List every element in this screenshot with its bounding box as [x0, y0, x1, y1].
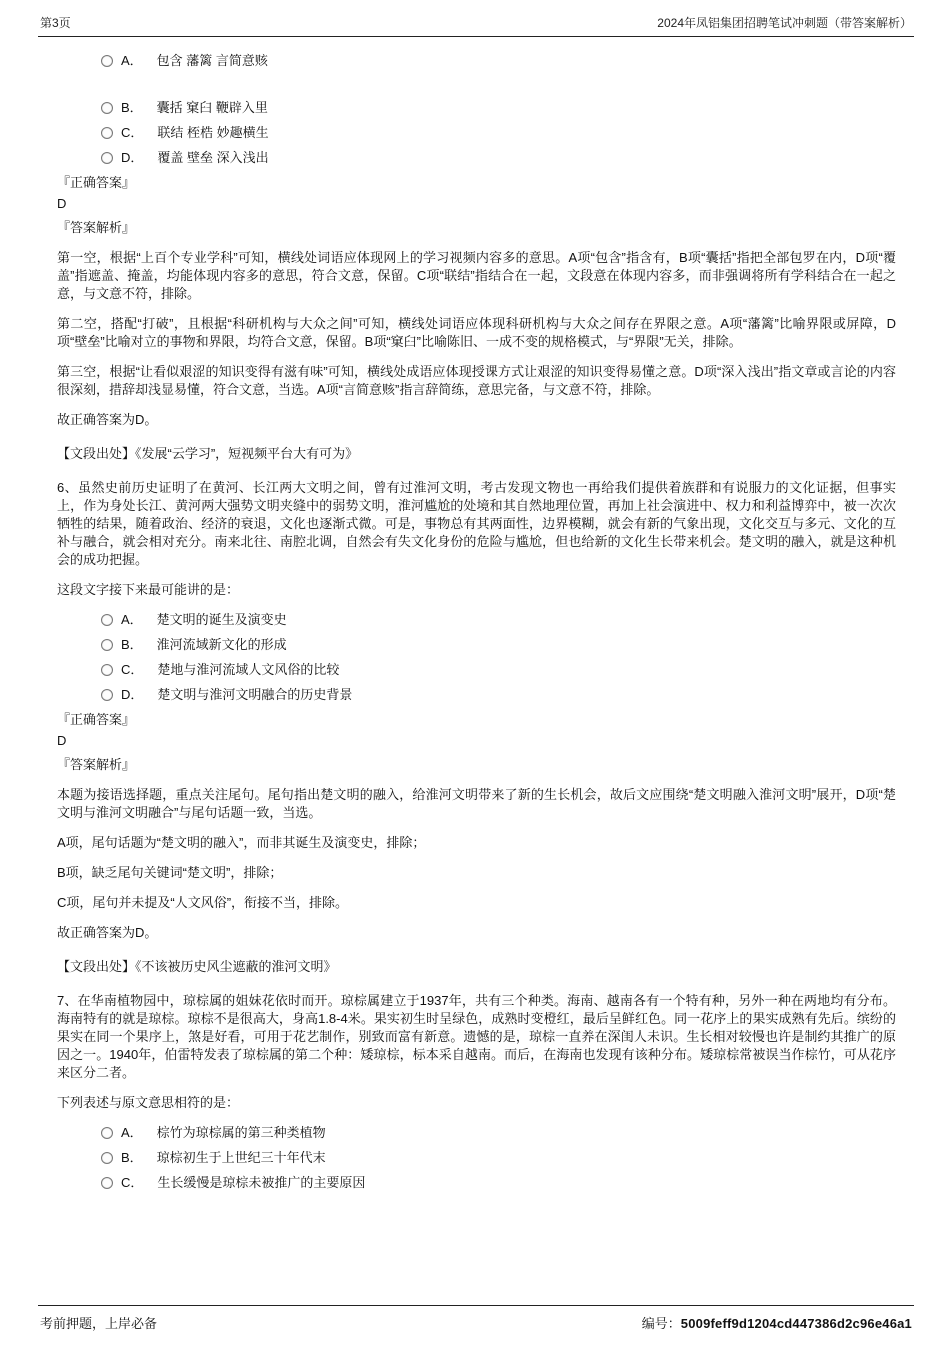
passage-source: 【文段出处】《不该被历史风尘遮蔽的淮河文明》 [57, 959, 337, 974]
page-footer [38, 1305, 914, 1345]
document-content [57, 40, 896, 1199]
correct-answer-heading: 『正确答案』 [57, 712, 136, 727]
option-text: 琼棕初生于上世纪三十年代末 [156, 1150, 326, 1165]
correct-answer-value: D [57, 196, 67, 211]
option-row-d[interactable] [101, 686, 896, 703]
option-row-a[interactable] [101, 611, 896, 628]
radio-button[interactable] [101, 102, 113, 114]
option-letter: B． [121, 637, 143, 652]
option-row-b[interactable] [101, 636, 896, 653]
option-row-b[interactable] [101, 1149, 896, 1166]
analysis-conclusion: 故正确答案为D。 [57, 412, 158, 427]
option-text: 囊括 窠臼 鞭辟入里 [156, 100, 268, 115]
option-text: 棕竹为琼棕属的第三种类植物 [156, 1125, 326, 1140]
document-title: 2024年凤铝集团招聘笔试冲刺题（带答案解析） [657, 16, 912, 30]
radio-button[interactable] [101, 55, 113, 67]
option-letter: A． [121, 1125, 143, 1140]
radio-button[interactable] [101, 639, 113, 651]
option-row-c[interactable] [101, 1174, 896, 1191]
option-row-a[interactable] [101, 52, 896, 69]
radio-button[interactable] [101, 1177, 113, 1189]
question7-options [57, 1124, 896, 1191]
analysis-paragraph: 第三空，根据“让看似艰涩的知识变得有滋有味”可知，横线处成语应体现授课方式让艰涩的知识变得易懂之意。D项“深入浅出”指文章或言论的内容很深刻，措辞却浅显易懂，符合文意，当选。A项“言简意赅”指言辞简练，意思完备，与文意不符，排除。 [57, 364, 896, 397]
correct-answer-heading: 『正确答案』 [57, 175, 136, 190]
question5-options [57, 52, 896, 166]
option-text: 覆盖 壁垒 深入浅出 [157, 150, 269, 165]
question6-options [57, 611, 896, 703]
option-text: 淮河流域新文化的形成 [156, 637, 287, 652]
option-letter: A． [121, 53, 143, 68]
radio-button[interactable] [101, 152, 113, 164]
option-text: 包含 藩篱 言简意赅 [156, 53, 268, 68]
page-header [38, 0, 914, 37]
question7-prompt: 下列表述与原文意思相符的是： [57, 1095, 240, 1110]
option-row-d[interactable] [101, 149, 896, 166]
analysis-paragraph: 第二空，搭配“打破”，且根据“科研机构与大众之间”可知，横线处词语应体现科研机构与大众之间存在界限之意。A项“藩篱”比喻界限或屏障，D项“壁垒”比喻对立的事物和界限，均符合文意，保留。B项“窠臼”比喻陈旧、一成不变的规格模式，与“界限”无关，排除。 [57, 316, 896, 349]
footer-serial [642, 1313, 912, 1332]
footer-slogan: 考前押题，上岸必备 [40, 1316, 158, 1331]
option-text: 生长缓慢是琼棕未被推广的主要原因 [157, 1175, 366, 1190]
question6-stem: 6、虽然史前历史证明了在黄河、长江两大文明之间，曾有过淮河文明，考古发现文物也一再给我们提供着族群和有说服力的文化证据，但事实上，作为身处长江、黄河两大强势文明夹缝中的弱势文明，淮河尴尬的处境和其自然地理位置，再加上社会演进中、权力和利益博弈中，被一次次牺牲的结果，随着政治、经济的衰退，文化也逐渐式微。可是，事物总有其两面性，边界模糊，就会有新的气象出现，文化交互与多元、文化的互补与融合，就会相对充分。南来北往、南腔北调，自然会有失文化身份的危险与尴尬，但也给新的文化生长带来机会。楚文明的融入，就是这种机会的成功把握。 [57, 480, 896, 567]
analysis-paragraph: 第一空，根据“上百个专业学科”可知，横线处词语应体现网上的学习视频内容多的意思。A项“包含”指含有，B项“囊括”指把全部包罗在内，D项“覆盖”指遮盖、掩盖，均能体现内容多的意思，符合文意，保留。C项“联结”指结合在一起，文段意在体现内容多，而非强调将所有学科结合在一起之意，与文意不符，排除。 [57, 250, 896, 301]
footer-serial-code: 5009feff9d1204cd447386d2c96e46a1 [680, 1316, 912, 1331]
page-number: 第3页 [40, 16, 71, 30]
option-letter: C． [121, 125, 144, 140]
option-text: 楚文明与淮河文明融合的历史背景 [157, 687, 353, 702]
radio-button[interactable] [101, 127, 113, 139]
question6-prompt: 这段文字接下来最可能讲的是： [57, 582, 240, 597]
correct-answer-value: D [57, 733, 67, 748]
question7-stem: 7、在华南植物园中，琼棕属的姐妹花依时而开。琼棕属建立于1937年，共有三个种类。海南、越南各有一个特有种，另外一种在两地均有分布。海南特有的就是琼棕。琼棕不是很高大，身高1.8-4米。果实初生时呈绿色，成熟时变橙红，最后呈鲜红色。同一花序上的果实成熟有先后。缤纷的果实在同一个果序上，煞是好看，可用于花艺制作，别致而富有新意。遗憾的是，琼棕一直养在深闺人未识。生长相对较慢也许是制约其推广的原因之一。1940年，伯雷特发表了琼棕属的第二个种：矮琼棕，标本采自越南。而后，在海南也发现有该种分布。矮琼棕常被误当作棕竹，可从花序来区分二者。 [57, 993, 896, 1080]
option-row-c[interactable] [101, 661, 896, 678]
analysis-paragraph: C项，尾句并未提及“人文风俗”，衔接不当，排除。 [57, 895, 349, 910]
option-letter: D． [121, 687, 144, 702]
radio-button[interactable] [101, 664, 113, 676]
option-row-b[interactable] [101, 99, 896, 116]
option-letter: A． [121, 612, 143, 627]
option-text: 楚地与淮河流域人文风俗的比较 [157, 662, 340, 677]
analysis-paragraph: A项，尾句话题为“楚文明的融入”，而非其诞生及演变史，排除； [57, 835, 426, 850]
option-text: 楚文明的诞生及演变史 [156, 612, 287, 627]
analysis-heading: 『答案解析』 [57, 220, 136, 235]
option-letter: B． [121, 1150, 143, 1165]
option-letter: D． [121, 150, 144, 165]
radio-button[interactable] [101, 1152, 113, 1164]
analysis-paragraph: B项，缺乏尾句关键词“楚文明”，排除； [57, 865, 283, 880]
radio-button[interactable] [101, 614, 113, 626]
radio-button[interactable] [101, 1127, 113, 1139]
option-row-a[interactable] [101, 1124, 896, 1141]
analysis-conclusion: 故正确答案为D。 [57, 925, 158, 940]
footer-serial-label: 编号： [641, 1316, 681, 1331]
analysis-heading: 『答案解析』 [57, 757, 136, 772]
radio-button[interactable] [101, 689, 113, 701]
passage-source: 【文段出处】《发展“云学习”，短视频平台大有可为》 [57, 446, 359, 461]
option-letter: C． [121, 1175, 144, 1190]
option-text: 联结 桎梏 妙趣横生 [157, 125, 269, 140]
option-row-c[interactable] [101, 124, 896, 141]
analysis-paragraph: 本题为接语选择题，重点关注尾句。尾句指出楚文明的融入，给淮河文明带来了新的生长机会，故后文应围绕“楚文明融入淮河文明”展开，D项“楚文明与淮河文明融合”与尾句话题一致，当选。 [57, 787, 896, 820]
option-letter: B． [121, 100, 143, 115]
option-letter: C． [121, 662, 144, 677]
